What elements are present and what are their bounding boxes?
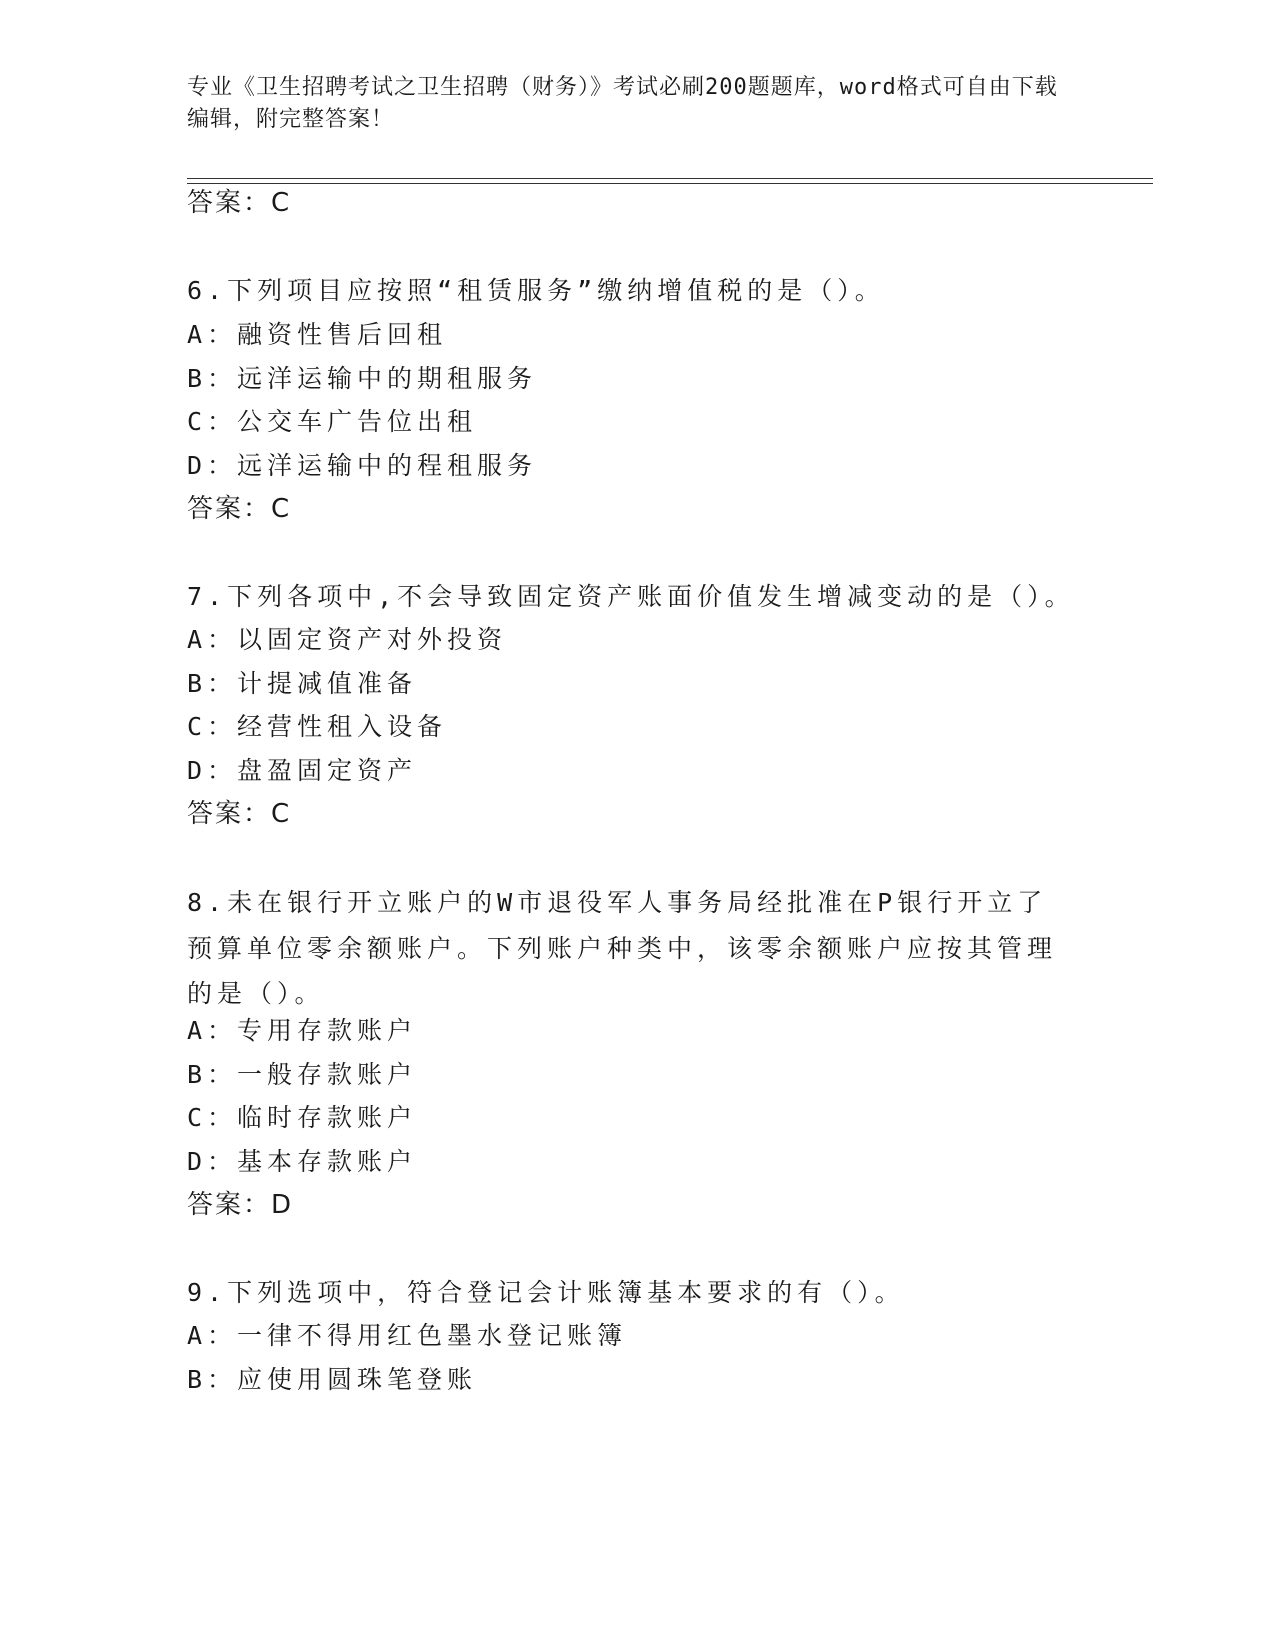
header-divider-top — [187, 178, 1153, 179]
question-6-stem: 6.下列项目应按照“租赁服务”缴纳增值税的是（）。 — [187, 276, 885, 305]
question-7-option-d: D：盘盈固定资产 — [187, 756, 418, 785]
question-8-stem: 8.未在银行开立账户的W市退役军人事务局经批准在P银行开立了预算单位零余额账户。下列账户种类中，该零余额账户应按其管理的是（）。 — [187, 888, 1058, 1008]
answer-previous-question: 答案：C — [187, 188, 292, 218]
question-7-stem: 7.下列各项中,不会导致固定资产账面价值发生增减变动的是（）。 — [187, 582, 1075, 611]
question-9-stem: 9.下列选项中，符合登记会计账簿基本要求的有（）。 — [187, 1278, 905, 1307]
question-7-option-b: B：计提减值准备 — [187, 669, 418, 698]
question-6-option-c: C：公交车广告位出租 — [187, 407, 478, 436]
question-8-option-d: D：基本存款账户 — [187, 1147, 418, 1176]
question-7-answer: 答案：C — [187, 799, 292, 829]
document-intro: 专业《卫生招聘考试之卫生招聘（财务）》考试必刷200题题库，word格式可自由下载编辑，附完整答案！ — [187, 75, 1058, 132]
question-6-option-a: A：融资性售后回租 — [187, 320, 448, 349]
question-8-option-a: A：专用存款账户 — [187, 1016, 418, 1045]
question-7-option-c: C：经营性租入设备 — [187, 712, 448, 741]
question-9-option-b: B：应使用圆珠笔登账 — [187, 1365, 478, 1394]
question-6-option-b: B：远洋运输中的期租服务 — [187, 364, 538, 393]
question-6-answer: 答案：C — [187, 494, 292, 524]
header-divider-bottom — [187, 183, 1153, 184]
question-7-option-a: A：以固定资产对外投资 — [187, 625, 508, 654]
question-9-option-a: A：一律不得用红色墨水登记账簿 — [187, 1321, 628, 1350]
question-6-option-d: D：远洋运输中的程租服务 — [187, 451, 538, 480]
question-8-option-b: B：一般存款账户 — [187, 1060, 418, 1089]
question-8-answer: 答案：D — [187, 1190, 294, 1220]
question-8-option-c: C：临时存款账户 — [187, 1103, 418, 1132]
